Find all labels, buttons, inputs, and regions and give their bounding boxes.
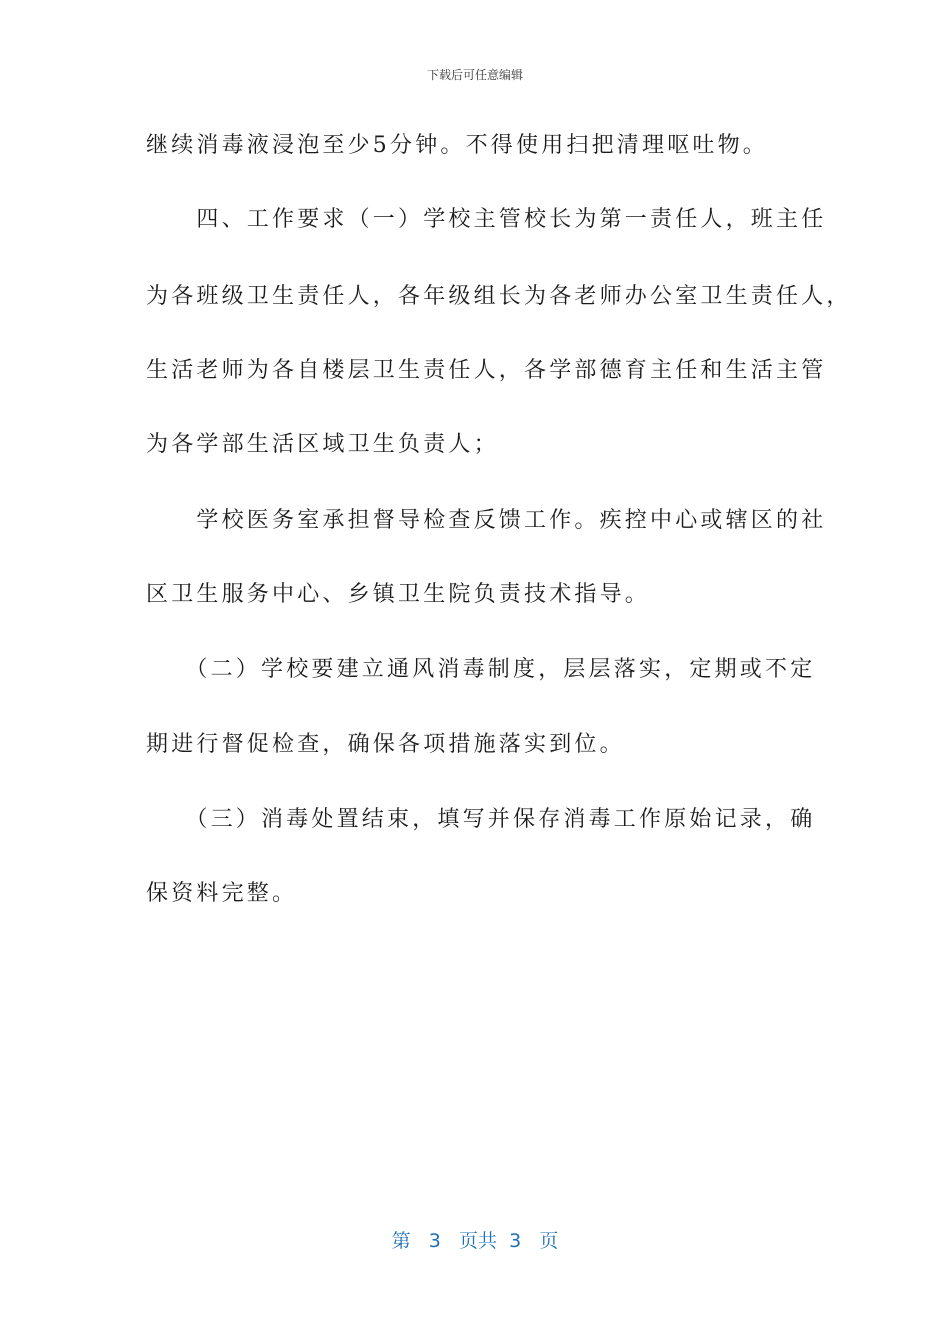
text-line: 学校医务室承担督导检查反馈工作。疾控中心或辖区的社 — [146, 508, 827, 533]
text-line: 生活老师为各自楼层卫生责任人，各学部德育主任和生活主管 — [146, 358, 827, 383]
text-line: 为各班级卫生责任人，各年级组长为各老师办公室卫生责任人， — [146, 284, 852, 309]
page-number-footer — [0, 1226, 950, 1253]
total-pages-number: 3 — [509, 1230, 522, 1252]
text-line: （二）学校要建立通风消毒制度，层层落实，定期或不定 — [146, 657, 816, 682]
text-line: 继续消毒液浸泡至少5分钟。不得使用扫把清理呕吐物。 — [146, 133, 768, 158]
text-line: 四、工作要求（一）学校主管校长为第一责任人，班主任 — [146, 207, 827, 232]
text-line: （三）消毒处置结束，填写并保存消毒工作原始记录，确 — [146, 807, 816, 832]
text-line: 区卫生服务中心、乡镇卫生院负责技术指导。 — [146, 582, 651, 607]
footer-middle: 页共 — [459, 1230, 498, 1252]
text-line: 保资料完整。 — [146, 881, 298, 906]
footer-prefix: 第 — [391, 1230, 411, 1252]
current-page-number: 3 — [428, 1230, 441, 1252]
download-note: 下载后可任意编辑 — [426, 68, 523, 82]
text-line: 期进行督促检查，确保各项措施落实到位。 — [146, 732, 625, 757]
footer-suffix: 页 — [539, 1230, 559, 1252]
text-line: 为各学部生活区域卫生负责人； — [146, 432, 499, 457]
